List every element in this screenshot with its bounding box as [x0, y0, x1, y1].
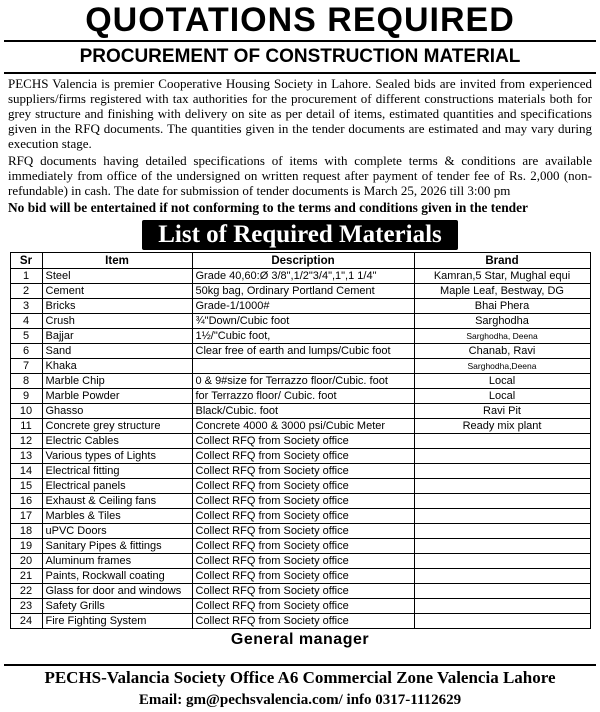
- table-row: [10, 389, 590, 404]
- cell-sr: 2: [10, 284, 42, 299]
- cell-sr: 5: [10, 329, 42, 344]
- materials-list-title: List of Required Materials: [142, 220, 458, 250]
- cell-description: Collect RFQ from Society office: [192, 434, 414, 449]
- cell-description: Collect RFQ from Society office: [192, 524, 414, 539]
- cell-item: Khaka: [42, 359, 192, 374]
- cell-item: Various types of Lights: [42, 449, 192, 464]
- signatory-title: General manager: [230, 631, 370, 648]
- cell-item: Sanitary Pipes & fittings: [42, 539, 192, 554]
- cell-brand: [414, 434, 590, 449]
- cell-description: ¾"Down/Cubic foot: [192, 314, 414, 329]
- cell-brand: Maple Leaf, Bestway, DG: [414, 284, 590, 299]
- cell-sr: 10: [10, 404, 42, 419]
- cell-item: Bricks: [42, 299, 192, 314]
- cell-description: for Terrazzo floor/ Cubic. foot: [192, 389, 414, 404]
- cell-sr: 16: [10, 494, 42, 509]
- cell-brand: Chanab, Ravi: [414, 344, 590, 359]
- cell-sr: 4: [10, 314, 42, 329]
- cell-sr: 20: [10, 554, 42, 569]
- cell-brand: [414, 584, 590, 599]
- table-row: [10, 569, 590, 584]
- cell-item: Electrical panels: [42, 479, 192, 494]
- cell-sr: 1: [10, 269, 42, 284]
- column-header-item: Item: [42, 253, 192, 269]
- footer-contact: Email: gm@pechsvalencia.com/ info 0317-1112629: [138, 692, 462, 708]
- table-row: [10, 359, 590, 374]
- cell-description: Black/Cubic. foot: [192, 404, 414, 419]
- cell-description: Collect RFQ from Society office: [192, 599, 414, 614]
- table-row: [10, 374, 590, 389]
- table-row: [10, 299, 590, 314]
- table-row: [10, 419, 590, 434]
- cell-brand: [414, 449, 590, 464]
- cell-brand: [414, 494, 590, 509]
- cell-sr: 7: [10, 359, 42, 374]
- table-row: [10, 269, 590, 284]
- cell-sr: 21: [10, 569, 42, 584]
- table-row: [10, 344, 590, 359]
- cell-brand: Sarghodha,Deena: [414, 359, 590, 374]
- cell-description: Collect RFQ from Society office: [192, 614, 414, 629]
- cell-description: Grade 40,60:Ø 3/8",1/2"3/4",1",1 1/4": [192, 269, 414, 284]
- cell-item: Safety Grills: [42, 599, 192, 614]
- cell-brand: Sarghodha, Deena: [414, 329, 590, 344]
- intro-paragraph-1: PECHS Valencia is premier Cooperative Housing Society in Lahore. Sealed bids are invited from experienced suppliers/firms registered with tax authorities for the procurement of different constructions materials both for grey structure and finishing with delivery on site as per detail of items, estimated quantities and specifications given in the RFQ documents. The quantities given in the tender documents are estimated and may vary during execution stage.: [8, 76, 592, 151]
- table-row: [10, 524, 590, 539]
- column-header-description: Description: [192, 253, 414, 269]
- cell-description: Collect RFQ from Society office: [192, 494, 414, 509]
- table-header-row: [10, 253, 590, 269]
- cell-brand: [414, 509, 590, 524]
- cell-brand: Local: [414, 374, 590, 389]
- cell-description: Collect RFQ from Society office: [192, 554, 414, 569]
- cell-brand: [414, 539, 590, 554]
- table-row: [10, 284, 590, 299]
- cell-sr: 22: [10, 584, 42, 599]
- table-row: [10, 509, 590, 524]
- cell-brand: Bhai Phera: [414, 299, 590, 314]
- cell-item: Cement: [42, 284, 192, 299]
- cell-item: Aluminum frames: [42, 554, 192, 569]
- cell-item: Fire Fighting System: [42, 614, 192, 629]
- table-row: [10, 494, 590, 509]
- cell-sr: 6: [10, 344, 42, 359]
- cell-description: Collect RFQ from Society office: [192, 509, 414, 524]
- table-row: [10, 404, 590, 419]
- cell-description: [192, 359, 414, 374]
- intro-paragraph-2: RFQ documents having detailed specifications of items with complete terms & conditions are available immediately from office of the undersigned on written request after payment of tender fee of Rs. 2,000 (non-refundable) in cash. The date for submission of tender documents is March 25, 2026 till 3:00 pm: [8, 153, 592, 198]
- cell-sr: 9: [10, 389, 42, 404]
- cell-description: 1½/"Cubic foot,: [192, 329, 414, 344]
- cell-sr: 13: [10, 449, 42, 464]
- cell-description: Collect RFQ from Society office: [192, 479, 414, 494]
- cell-item: Concrete grey structure: [42, 419, 192, 434]
- cell-brand: [414, 614, 590, 629]
- footer-address: PECHS-Valancia Society Office A6 Commercial Zone Valencia Lahore: [44, 668, 556, 687]
- materials-table: [10, 252, 591, 629]
- cell-description: Grade-1/1000#: [192, 299, 414, 314]
- cell-item: uPVC Doors: [42, 524, 192, 539]
- cell-description: Collect RFQ from Society office: [192, 539, 414, 554]
- cell-item: Bajjar: [42, 329, 192, 344]
- cell-brand: [414, 569, 590, 584]
- table-row: [10, 449, 590, 464]
- cell-item: Paints, Rockwall coating: [42, 569, 192, 584]
- cell-description: Concrete 4000 & 3000 psi/Cubic Meter: [192, 419, 414, 434]
- cell-brand: [414, 554, 590, 569]
- cell-item: Exhaust & Ceiling fans: [42, 494, 192, 509]
- cell-brand: [414, 524, 590, 539]
- column-header-brand: Brand: [414, 253, 590, 269]
- cell-description: Collect RFQ from Society office: [192, 449, 414, 464]
- cell-item: Marbles & Tiles: [42, 509, 192, 524]
- cell-item: Steel: [42, 269, 192, 284]
- cell-item: Electric Cables: [42, 434, 192, 449]
- table-row: [10, 614, 590, 629]
- cell-brand: Ravi Pit: [414, 404, 590, 419]
- cell-brand: Local: [414, 389, 590, 404]
- table-row: [10, 464, 590, 479]
- cell-description: Collect RFQ from Society office: [192, 569, 414, 584]
- cell-item: Marble Chip: [42, 374, 192, 389]
- cell-item: Marble Powder: [42, 389, 192, 404]
- cell-item: Ghasso: [42, 404, 192, 419]
- warning-notice: No bid will be entertained if not conforming to the terms and conditions given in the tender: [8, 200, 528, 215]
- cell-item: Glass for door and windows: [42, 584, 192, 599]
- table-row: [10, 554, 590, 569]
- cell-brand: Ready mix plant: [414, 419, 590, 434]
- cell-sr: 11: [10, 419, 42, 434]
- cell-item: Sand: [42, 344, 192, 359]
- materials-table-body: [10, 269, 590, 629]
- cell-sr: 19: [10, 539, 42, 554]
- cell-sr: 15: [10, 479, 42, 494]
- cell-brand: [414, 479, 590, 494]
- cell-brand: [414, 599, 590, 614]
- page-title: QUOTATIONS REQUIRED: [85, 1, 515, 39]
- cell-sr: 12: [10, 434, 42, 449]
- cell-sr: 18: [10, 524, 42, 539]
- cell-description: 50kg bag, Ordinary Portland Cement: [192, 284, 414, 299]
- cell-item: Electrical fitting: [42, 464, 192, 479]
- table-row: [10, 434, 590, 449]
- cell-sr: 3: [10, 299, 42, 314]
- cell-sr: 8: [10, 374, 42, 389]
- table-row: [10, 329, 590, 344]
- table-row: [10, 314, 590, 329]
- cell-description: 0 & 9#size for Terrazzo floor/Cubic. foot: [192, 374, 414, 389]
- cell-sr: 23: [10, 599, 42, 614]
- cell-sr: 24: [10, 614, 42, 629]
- footer: [4, 664, 596, 710]
- cell-brand: [414, 464, 590, 479]
- cell-description: Collect RFQ from Society office: [192, 584, 414, 599]
- cell-item: Crush: [42, 314, 192, 329]
- cell-sr: 17: [10, 509, 42, 524]
- column-header-sr: Sr: [10, 253, 42, 269]
- table-row: [10, 584, 590, 599]
- table-row: [10, 479, 590, 494]
- table-row: [10, 599, 590, 614]
- cell-sr: 14: [10, 464, 42, 479]
- cell-description: Clear free of earth and lumps/Cubic foot: [192, 344, 414, 359]
- table-row: [10, 539, 590, 554]
- cell-brand: Kamran,5 Star, Mughal equi: [414, 269, 590, 284]
- cell-description: Collect RFQ from Society office: [192, 464, 414, 479]
- cell-brand: Sarghodha: [414, 314, 590, 329]
- intro-text: [8, 76, 592, 198]
- page-subtitle: PROCUREMENT OF CONSTRUCTION MATERIAL: [4, 40, 596, 74]
